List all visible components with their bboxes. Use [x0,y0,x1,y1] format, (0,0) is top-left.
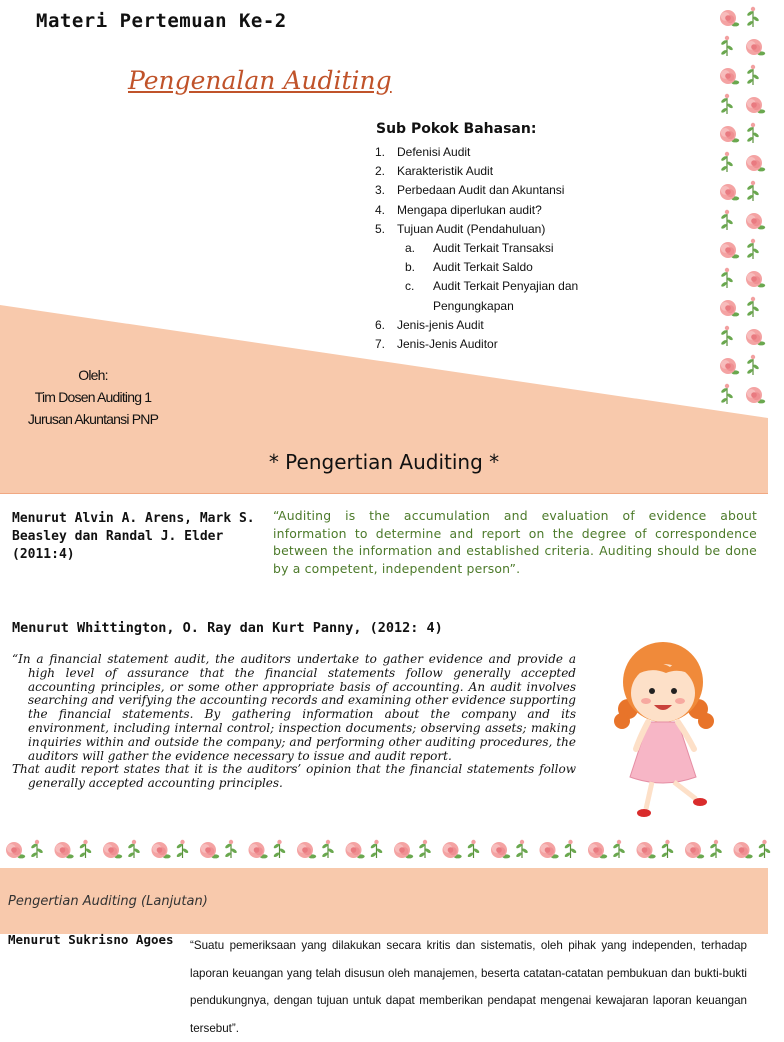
rose-icon [200,842,219,858]
rose-icon [734,842,753,858]
rose-icon [637,842,656,858]
quote-agoes: “Suatu pemeriksaan yang dilakukan secara kritis dan sistematis, oleh pihak yang independen, terhadap laporan keuangan yang telah disusun oleh manajemen, beserta catatan-catatan pembukuan dan bukti-bukti pendukungnya, dengan tujuan untuk dapat memberikan pendapat mengenai kewajaran laporan keuangan tersebut”. [190,939,747,1035]
rose-icon [540,842,559,858]
quote-paragraph: “In a financial statement audit, the auditors undertake to gather evidence and provide a high level of assurance that the financial statements follow generally accepted accounting principles, or some other appropriate basis of accounting. An audit involves searching and verifying the accounting records and examining other evidence supporting the financial statements. By gathering information about the company and its environment, including internal control; inspection documents; observing assets; making inquiries within and outside the company; and performing other auditing procedures, the auditors will gather the evidence necessary to issue and audit report. [12,652,576,763]
topic-item: 4. Mengapa diperlukan audit? [375,202,542,217]
leaf-sprig-icon [746,123,759,143]
leaf-sprig-icon [661,840,674,858]
rose-icon [103,842,122,858]
topic-subitem-continued: Pengungkapan [433,298,514,313]
divider [0,493,768,494]
leaf-sprig-icon [746,239,759,259]
leaf-sprig-icon [746,181,759,201]
topic-item: 2. Karakteristik Audit [375,164,494,179]
topic-item: 1. Defenisi Audit [375,145,471,159]
author-block [8,364,178,430]
quote-whittington [12,653,576,791]
slide-title: Pengertian Auditing (Lanjutan) [8,894,208,909]
topic-subitem: c. Audit Terkait Penyajian dan [405,279,579,294]
quote-paragraph: That audit report states that it is the auditors’ opinion that the financial statements follow generally accepted accounting principles. [12,762,576,791]
sub-pokok-heading: Sub Pokok Bahasan: [376,121,537,137]
rose-icon [346,842,365,858]
rose-icon [746,271,765,287]
leaf-sprig-icon [758,840,771,858]
topic-subitem: b. Audit Terkait Saldo [405,260,533,275]
leaf-sprig-icon [746,7,759,27]
rose-icon [746,387,765,403]
rose-icon [249,842,268,858]
author-arens: Menurut Alvin A. Arens, Mark S. Beasley dan Randal J. Elder (2011:4) [12,511,255,562]
leaf-sprig-icon [746,297,759,317]
rose-icon [55,842,74,858]
leaf-sprig-icon [515,840,528,858]
leaf-sprig-icon [612,840,625,858]
leaf-sprig-icon [79,840,92,858]
department: Jurusan Akuntansi PNP [27,411,159,427]
leaf-sprig-icon [746,355,759,375]
leaf-sprig-icon [176,840,189,858]
leaf-sprig-icon [30,840,43,858]
rose-icon [746,39,765,55]
topic-item: 6. Jenis-jenis Audit [375,317,484,332]
rose-icon [746,329,765,345]
rose-icon [297,842,316,858]
girl-illustration [600,627,730,827]
author-agoes: Menurut Sukrisno Agoes [8,932,174,947]
rose-icon [685,842,704,858]
flower-border-row [0,838,768,862]
leaf-sprig-icon [467,840,480,858]
rose-icon [746,213,765,229]
topic-subitem: a. Audit Terkait Transaksi [405,240,554,255]
rose-icon [394,842,413,858]
rose-icon [443,842,462,858]
author-team: Tim Dosen Auditing 1 [34,389,152,405]
rose-icon [746,97,765,113]
topic-item: 7. Jenis-Jenis Auditor [375,336,498,351]
leaf-sprig-icon [127,840,140,858]
leaf-sprig-icon [224,840,237,858]
author-whittington: Menurut Whittington, O. Ray dan Kurt Panny, (2012: 4) [12,620,443,636]
slide-2 [0,432,768,862]
flower-border-column-right [728,4,784,424]
slide-3 [0,862,768,1035]
leaf-sprig-icon [273,840,286,858]
rose-icon [746,155,765,171]
topic-list [375,143,675,354]
quote-arens: “Auditing is the accumulation and evaluation of evidence about information to determine and report on the degree of correspondence between the information and established criteria. Auditing should be done by a competent, independent person”. [273,508,757,576]
rose-icon [491,842,510,858]
leaf-sprig-icon [746,65,759,85]
rose-icon [588,842,607,858]
rose-icon [6,842,25,858]
rose-icon [152,842,171,858]
leaf-sprig-icon [370,840,383,858]
topic-item: 5. Tujuan Audit (Pendahuluan) [375,221,546,236]
slide-title: Materi Pertemuan Ke-2 [36,10,287,32]
slide-1 [0,0,768,432]
leaf-sprig-icon [321,840,334,858]
leaf-sprig-icon [418,840,431,858]
leaf-sprig-icon [564,840,577,858]
topic-item: 3. Perbedaan Audit dan Akuntansi [375,183,565,198]
slide-title: * Pengertian Auditing * [268,450,500,474]
slide-subtitle: Pengenalan Auditing [128,66,392,95]
leaf-sprig-icon [709,840,722,858]
oleh-label: Oleh: [78,367,108,383]
